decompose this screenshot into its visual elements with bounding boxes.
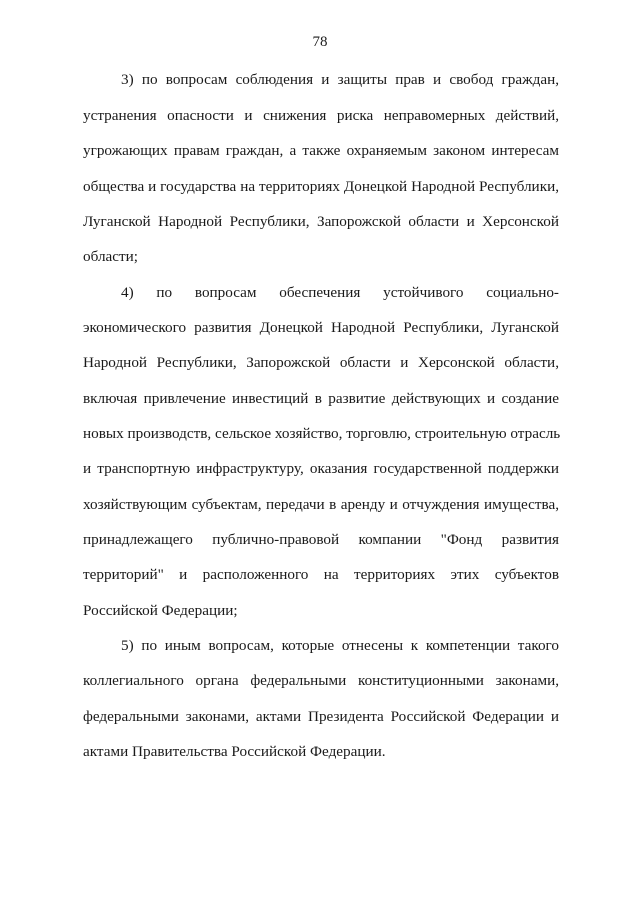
text-line: устранения опасности и снижения риска неправомерных действий,: [83, 107, 559, 124]
text-line: федеральными законами, актами Президента Российской Федерации и: [83, 708, 559, 725]
text-line: Народной Республики, Запорожской области и Херсонской области,: [83, 354, 559, 371]
text-line: хозяйствующим субъектам, передачи в аренду и отчуждения имущества,: [83, 496, 559, 513]
text-line: Российской Федерации;: [83, 602, 238, 619]
text-line: 4) по вопросам обеспечения устойчивого социально-: [121, 284, 559, 301]
page-number: 78: [312, 34, 328, 50]
text-line: угрожающих правам граждан, а также охраняемым законом интересам: [83, 142, 559, 159]
text-line: экономического развития Донецкой Народной Республики, Луганской: [83, 319, 559, 336]
text-line: включая привлечение инвестиций в развитие действующих и создание: [83, 390, 559, 407]
text-line: 3) по вопросам соблюдения и защиты прав и свобод граждан,: [121, 71, 559, 88]
text-line: 5) по иным вопросам, которые отнесены к компетенции такого: [121, 637, 559, 654]
text-line: территорий" и расположенного на территориях этих субъектов: [83, 566, 559, 583]
text-line: области;: [83, 248, 138, 265]
text-line: и транспортную инфраструктуру, оказания государственной поддержки: [83, 460, 559, 477]
text-line: коллегиального органа федеральными конституционными законами,: [83, 672, 559, 689]
text-line: общества и государства на территориях Донецкой Народной Республики,: [83, 178, 559, 195]
text-line: принадлежащего публично-правовой компании "Фонд развития: [83, 531, 559, 548]
text-line: новых производств, сельское хозяйство, торговлю, строительную отрасль: [83, 425, 561, 442]
text-line: Луганской Народной Республики, Запорожской области и Херсонской: [83, 213, 559, 230]
text-line: актами Правительства Российской Федерации.: [83, 743, 386, 760]
